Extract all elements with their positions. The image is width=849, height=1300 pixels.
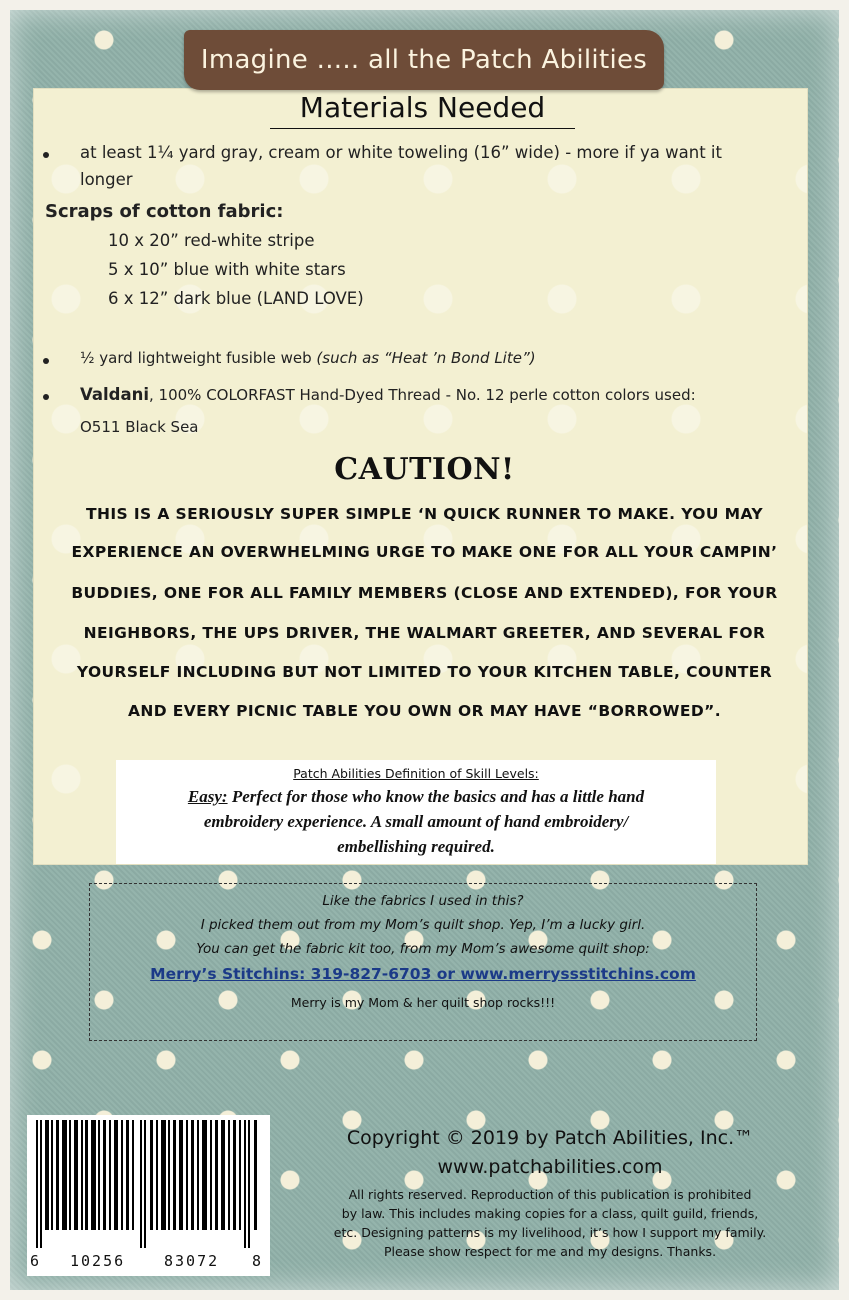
fabric-note-line: Like the fabrics I used in this? [322, 893, 524, 909]
caution-line: BUDDIES, ONE FOR ALL FAMILY MEMBERS (CLOSE AND EXTENDED), FOR YOUR [71, 584, 778, 602]
rights-notice-line: Please show respect for me and my designs. Thanks. [383, 1244, 717, 1259]
material-item-fusible [80, 349, 536, 367]
caution-line: EXPERIENCE AN OVERWHELMING URGE TO MAKE ONE FOR ALL YOUR CAMPIN’ [71, 543, 778, 561]
scrap-item: 5 x 10” blue with white stars [108, 260, 346, 279]
material-item-thread [80, 385, 696, 404]
rights-notice-line: All rights reserved. Reproduction of this publication is prohibited [348, 1187, 752, 1202]
scrap-item: 10 x 20” red-white stripe [108, 231, 315, 250]
caution-title: CAUTION! [334, 452, 515, 487]
merrys-stitchins-link[interactable]: Merry’s Stitchins: 319-827-6703 or www.merryssstitchins.com [150, 965, 696, 983]
thread-color: O511 Black Sea [80, 418, 199, 436]
header-banner: Imagine ..... all the Patch Abilities [184, 30, 664, 90]
skill-level-desc: Perfect for those who know the basics and has a little hand [227, 787, 645, 806]
fabric-note-line: You can get the fabric kit too, from my Mom’s awesome quilt shop: [196, 941, 650, 957]
scraps-heading: Scraps of cotton fabric: [45, 201, 284, 222]
materials-title: Materials Needed [270, 90, 575, 129]
copyright-line: Copyright © 2019 by Patch Abilities, Inc.™ [346, 1127, 754, 1149]
fusible-web-text: ½ yard lightweight fusible web [80, 349, 312, 367]
skill-level-name: Easy: [187, 787, 228, 806]
material-item-toweling: at least 1¼ yard gray, cream or white toweling (16” wide) - more if ya want it [80, 143, 722, 162]
barcode-icon [36, 1120, 260, 1248]
bullet-icon [43, 152, 49, 158]
caution-line: THIS IS A SERIOUSLY SUPER SIMPLE ‘N QUICK RUNNER TO MAKE. YOU MAY [85, 505, 764, 523]
fabric-note-footer: Merry is my Mom & her quilt shop rocks!!! [290, 995, 556, 1010]
fabric-note-line: I picked them out from my Mom’s quilt shop. Yep, I’m a lucky girl. [200, 917, 646, 933]
bullet-icon [43, 358, 49, 364]
barcode-digit-left: 6 [30, 1252, 40, 1270]
caution-line: YOURSELF INCLUDING BUT NOT LIMITED TO YOUR KITCHEN TABLE, COUNTER [76, 663, 773, 681]
website-link[interactable]: www.patchabilities.com [437, 1156, 663, 1178]
caution-line: NEIGHBORS, THE UPS DRIVER, THE WALMART GREETER, AND SEVERAL FOR [83, 624, 766, 642]
thread-brand: Valdani [80, 385, 150, 404]
thread-text: , 100% COLORFAST Hand-Dyed Thread - No. 12 perle cotton colors used: [149, 386, 696, 404]
fusible-web-note: (such as “Heat ’n Bond Lite”) [316, 349, 536, 367]
skill-level-line: embroidery experience. A small amount of hand embroidery/ [203, 812, 629, 831]
barcode-group-1: 10256 [70, 1252, 126, 1270]
bullet-icon [43, 394, 49, 400]
skill-level-box [116, 760, 716, 864]
caution-line: AND EVERY PICNIC TABLE YOU OWN OR MAY HAVE “BORROWED”. [127, 702, 722, 720]
barcode-digit-right: 8 [252, 1252, 262, 1270]
skill-level-heading: Patch Abilities Definition of Skill Levels: [293, 766, 539, 781]
skill-level-line: embellishing required. [337, 837, 495, 856]
barcode-group-2: 83072 [164, 1252, 220, 1270]
rights-notice-line: by law. This includes making copies for a class, quilt guild, friends, [341, 1206, 759, 1221]
skill-level-line [116, 787, 716, 807]
scrap-item: 6 x 12” dark blue (LAND LOVE) [108, 289, 364, 308]
material-item-toweling-cont: longer [80, 170, 133, 189]
rights-notice-line: etc. Designing patterns is my livelihood, it’s how I support my family. [333, 1225, 767, 1240]
